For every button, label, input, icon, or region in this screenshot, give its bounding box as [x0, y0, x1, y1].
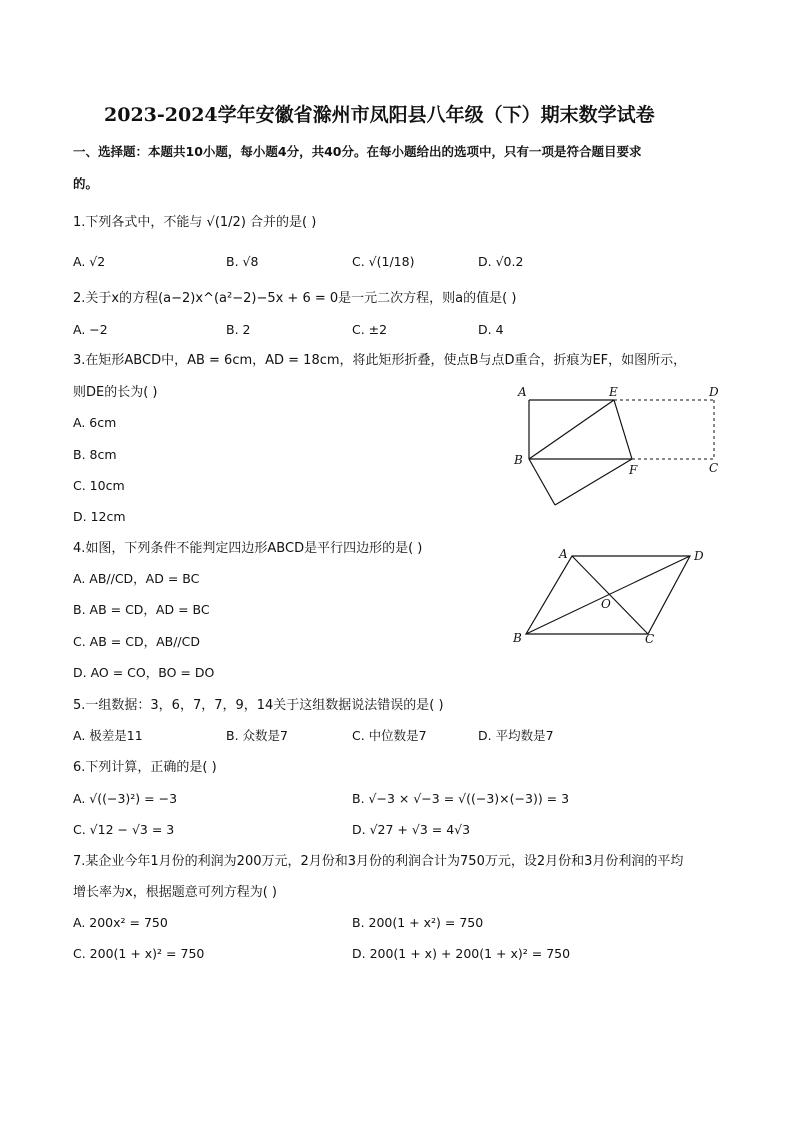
segment-fold-f: [555, 459, 632, 505]
question-3-option-b: B. 8cm: [73, 447, 117, 462]
question-4-option-c: C. AB = CD，AB//CD: [73, 634, 200, 649]
question-1-option-c: C. √(1/18): [352, 254, 415, 269]
question-4-stem: 4.如图，下列条件不能判定四边形ABCD是平行四边形的是( ): [73, 541, 423, 556]
question-3-option-d: D. 12cm: [73, 509, 126, 524]
question-7-stem-line1: 7.某企业今年1月份的利润为200万元，2月份和3月份的利润合计为750万元，设2月份和3月份利润的平均: [73, 854, 684, 869]
question-5-option-c: C. 中位数是7: [352, 728, 427, 743]
segment-b-fold: [529, 459, 555, 505]
label-a: A: [518, 385, 527, 399]
section-heading-line2: 的。: [73, 176, 99, 191]
question-7-option-a: A. 200x² = 750: [73, 915, 168, 930]
question-4-option-d: D. AO = CO，BO = DO: [73, 665, 215, 680]
question-2-stem: 2.关于x的方程(a−2)x^(a²−2)−5x + 6 = 0是一元二次方程，则a的值是( ): [73, 291, 517, 306]
question-3-stem-line2: 则DE的长为( ): [73, 385, 158, 400]
question-6-option-d: D. √27 + √3 = 4√3: [352, 822, 471, 837]
label-c: C: [709, 461, 719, 475]
question-5-option-b: B. 众数是7: [226, 728, 288, 743]
question-2-option-d: D. 4: [478, 322, 504, 337]
question-7-option-d: D. 200(1 + x) + 200(1 + x)² = 750: [352, 946, 571, 961]
label-o: O: [601, 597, 611, 611]
question-7-stem-line2: 增长率为x，根据题意可列方程为( ): [73, 885, 277, 900]
question-5-stem: 5.一组数据：3，6，7，7，9，14关于这组数据说法错误的是( ): [73, 698, 444, 713]
question-4-option-a: A. AB//CD，AD = BC: [73, 571, 200, 586]
parallelogram-figure: [505, 540, 735, 650]
question-1-option-d: D. √0.2: [478, 254, 524, 269]
question-1-option-a: A. √2: [73, 254, 106, 269]
label-f: F: [629, 463, 638, 477]
label-c: C: [645, 632, 655, 646]
question-2-option-a: A. −2: [73, 322, 108, 337]
question-7-option-b: B. 200(1 + x²) = 750: [352, 915, 484, 930]
question-4-option-b: B. AB = CD，AD = BC: [73, 602, 210, 617]
label-b: B: [514, 453, 523, 467]
question-3-stem-line1: 3.在矩形ABCD中，AB = 6cm，AD = 18cm，将此矩形折叠，使点B与点D重合，折痕为EF，如图所示，: [73, 353, 687, 368]
question-6-stem: 6.下列计算，正确的是( ): [73, 760, 217, 775]
segment-be: [529, 400, 614, 459]
question-7-option-c: C. 200(1 + x)² = 750: [73, 946, 205, 961]
question-1-option-b: B. √8: [226, 254, 259, 269]
question-6-option-c: C. √12 − √3 = 3: [73, 822, 175, 837]
question-6-option-a: A. √((−3)²) = −3: [73, 791, 178, 806]
question-5-option-d: D. 平均数是7: [478, 728, 554, 743]
label-d: D: [709, 385, 719, 399]
question-6-option-b: B. √−3 × √−3 = √((−3)×(−3)) = 3: [352, 791, 570, 806]
question-3-option-a: A. 6cm: [73, 415, 117, 430]
question-2-option-b: B. 2: [226, 322, 251, 337]
page-title: 2023-2024学年安徽省滁州市凤阳县八年级（下）期末数学试卷: [104, 104, 655, 126]
question-1-stem: 1.下列各式中，不能与 √(1/2) 合并的是( ): [73, 215, 317, 230]
label-d: D: [694, 549, 704, 563]
section-heading-line1: 一、选择题：本题共10小题，每小题4分，共40分。在每小题给出的选项中，只有一项是符合题目要求: [73, 144, 642, 159]
diagonal-ac: [572, 556, 648, 634]
diagonal-bd: [526, 556, 690, 634]
label-b: B: [513, 631, 522, 645]
question-5-option-a: A. 极差是11: [73, 728, 143, 743]
question-2-option-c: C. ±2: [352, 322, 388, 337]
label-e: E: [609, 385, 618, 399]
question-3-option-c: C. 10cm: [73, 478, 125, 493]
segment-ef: [614, 400, 632, 459]
label-a: A: [559, 547, 568, 561]
rectangle-fold-figure: [505, 380, 735, 515]
